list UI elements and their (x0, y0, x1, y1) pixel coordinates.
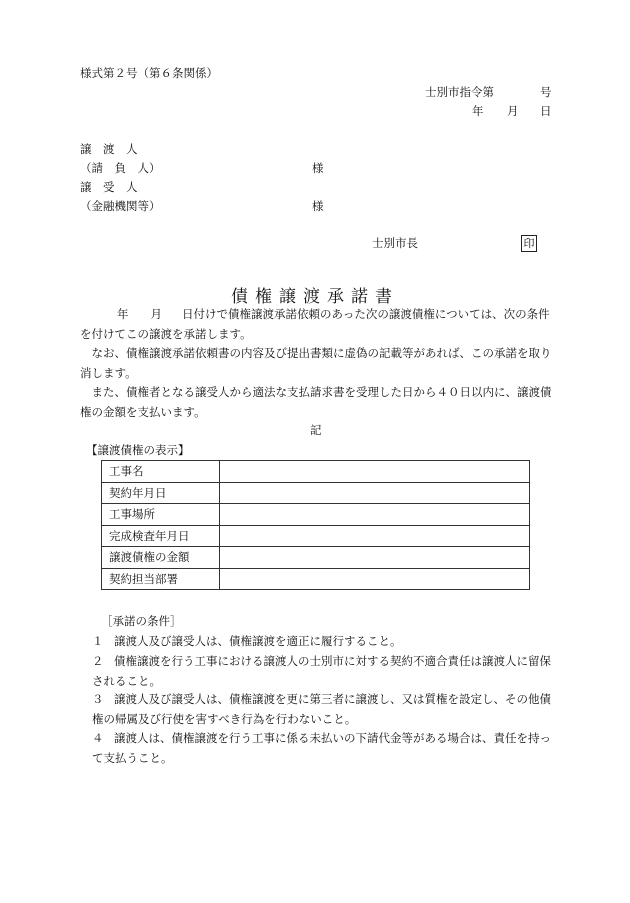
condition-item (92, 690, 554, 729)
condition-item (92, 729, 554, 768)
condition-number: ２ (92, 654, 104, 668)
ki-label: 記 (310, 423, 322, 437)
claims-table (101, 460, 530, 590)
assignor-sub-label: （請 負 人） (80, 161, 161, 175)
row-label: 工事名 (102, 461, 220, 483)
row-value (220, 482, 530, 504)
condition-text: 譲渡人は、債権譲渡を行う工事に係る未払いの下請代金等がある場合は、責任を持って支払うこと。 (92, 731, 551, 765)
row-value (220, 568, 530, 590)
condition-number: １ (92, 634, 104, 648)
table-row (102, 568, 530, 590)
date-day: 日 (540, 104, 552, 118)
assignee-honorific: 様 (312, 199, 324, 213)
condition-item (92, 632, 562, 652)
row-value (220, 504, 530, 526)
date-year: 年 (472, 104, 484, 118)
assignee-label: 譲 受 人 (80, 180, 138, 194)
table-row (102, 525, 530, 547)
row-label: 契約年月日 (102, 482, 220, 504)
table-row (102, 461, 530, 483)
paragraph-1-text: 日付けで債権譲渡承諾依頼のあった次の譲渡債権については、次の条件を付けてこの譲渡を承諾します。 (80, 307, 550, 341)
condition-item (92, 652, 554, 691)
table-row (102, 547, 530, 569)
paragraph-1-month: 月 (150, 307, 162, 321)
paragraph-2: なお、債権譲渡承諾依頼書の内容及び提出書類に虚偽の記載等があれば、この承諾を取り消します。 (80, 346, 552, 380)
condition-text: 譲渡人及び譲受人は、債権譲渡を更に第三者に譲渡し、又は質権を設定し、その他債権の帰属及び行使を害すべき行為を行わないこと。 (92, 692, 551, 726)
row-label: 譲渡債権の金額 (102, 547, 220, 569)
row-value (220, 547, 530, 569)
row-label: 工事場所 (102, 504, 220, 526)
mayor-label: 士別市長 (372, 236, 418, 250)
doc-number-prefix: 士別市指令第 (425, 85, 494, 99)
condition-number: ３ (92, 692, 104, 706)
row-label: 契約担当部署 (102, 568, 220, 590)
paragraph-1-year: 年 (117, 307, 129, 321)
row-value (220, 525, 530, 547)
table-heading: 【譲渡債権の表示】 (86, 443, 190, 457)
conditions-heading: ［承諾の条件］ (101, 614, 182, 628)
seal-box: 印 (521, 235, 537, 252)
condition-text: 債権譲渡を行う工事における譲渡人の士別市に対する契約不適合責任は譲渡人に留保されること。 (92, 654, 551, 688)
row-label: 完成検査年月日 (102, 525, 220, 547)
table-row (102, 504, 530, 526)
paragraph-3: また、債権者となる譲受人から適法な支払請求書を受理した日から４０日以内に、譲渡債権の金額を支払います。 (80, 385, 552, 419)
paragraph-1 (80, 305, 558, 344)
assignor-label: 譲 渡 人 (80, 142, 138, 156)
assignee-sub-label: （金融機関等） (80, 199, 161, 213)
document-title: 債権譲渡承諾書 (231, 287, 399, 307)
doc-number-suffix: 号 (540, 85, 552, 99)
form-number: 様式第２号（第６条関係） (80, 66, 218, 80)
row-value (220, 461, 530, 483)
condition-text: 譲渡人及び譲受人は、債権譲渡を適正に履行すること。 (114, 634, 402, 648)
assignor-honorific: 様 (312, 161, 324, 175)
date-month: 月 (507, 104, 519, 118)
condition-number: ４ (92, 731, 104, 745)
table-row (102, 482, 530, 504)
